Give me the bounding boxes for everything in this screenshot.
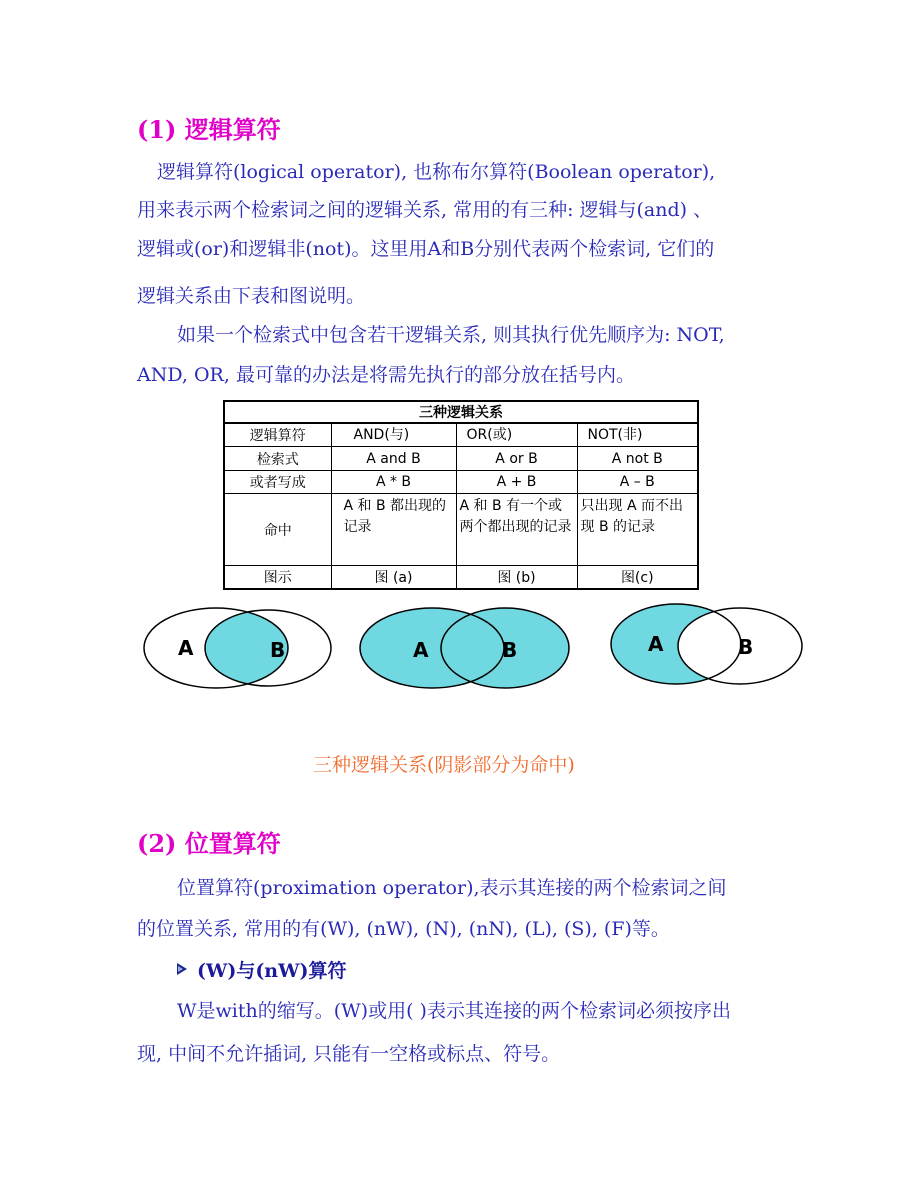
venn-label-a: A [413,638,429,662]
table-cell: 图 (b) [456,565,577,589]
venn-label-a: A [178,636,194,660]
paragraph-line: 位置算符(proximation operator),表示其连接的两个检索词之间 [177,877,727,899]
paragraph-line: 逻辑算符(logical operator), 也称布尔算符(Boolean operator), [157,161,716,183]
paragraph-line: 逻辑或(or)和逻辑非(not)。这里用A和B分别代表两个检索词, 它们的 [137,238,715,260]
sub-heading-w-operator: (W)与(nW)算符 [197,960,347,982]
venn-or [360,608,569,688]
table-cell: 只出现 A 而不出现 B 的记录 [577,494,698,566]
paragraph-line: AND, OR, 最可靠的办法是将需先执行的部分放在括号内。 [137,364,635,386]
figure-caption: 三种逻辑关系(阴影部分为命中) [313,754,575,776]
table-cell: A – B [577,470,698,494]
table-cell: A not B [577,447,698,471]
table-row [224,494,698,566]
paragraph-line: 逻辑关系由下表和图说明。 [137,285,366,307]
table-row [224,565,698,589]
table-title: 三种逻辑关系 [224,401,698,423]
table-cell: A 和 B 有一个或两个都出现的记录 [456,494,577,566]
logic-relations-table [223,400,699,590]
venn-diagrams [130,600,820,700]
paragraph-line: 的位置关系, 常用的有(W), (nW), (N), (nN), (L), (S), (F)等。 [137,918,670,940]
table-cell: A + B [456,470,577,494]
table-row [224,423,698,447]
paragraph-line: 如果一个检索式中包含若干逻辑关系, 则其执行优先顺序为: NOT, [177,324,725,346]
venn-and [144,608,331,688]
table-cell: AND(与) [331,423,456,447]
table-row [224,470,698,494]
table-cell: 图示 [224,565,331,589]
paragraph-line: W是with的缩写。(W)或用( )表示其连接的两个检索词必须按序出 [177,1000,731,1022]
table-row [224,447,698,471]
venn-label-a: A [648,632,664,656]
table-cell: 逻辑算符 [224,423,331,447]
table-cell: 图 (a) [331,565,456,589]
section-heading-logical-operators: (1) 逻辑算符 [137,115,281,144]
bullet-arrow-icon [175,962,189,976]
table-cell: A 和 B 都出现的记录 [331,494,456,566]
table-cell: 或者写成 [224,470,331,494]
table-cell: NOT(非) [577,423,698,447]
venn-label-b: B [270,638,286,662]
venn-label-b: B [738,635,754,659]
table-cell: 检索式 [224,447,331,471]
venn-not [611,604,802,684]
table-cell: A and B [331,447,456,471]
paragraph-line: 现, 中间不允许插词, 只能有一空格或标点、符号。 [137,1043,561,1065]
table-cell: 图(c) [577,565,698,589]
table-cell: OR(或) [456,423,577,447]
venn-label-b: B [502,638,518,662]
table-cell: 命中 [224,494,331,566]
paragraph-line: 用来表示两个检索词之间的逻辑关系, 常用的有三种: 逻辑与(and) 、 [137,199,713,221]
table-cell: A or B [456,447,577,471]
table-cell: A * B [331,470,456,494]
section-heading-proximity-operators: (2) 位置算符 [137,829,281,858]
